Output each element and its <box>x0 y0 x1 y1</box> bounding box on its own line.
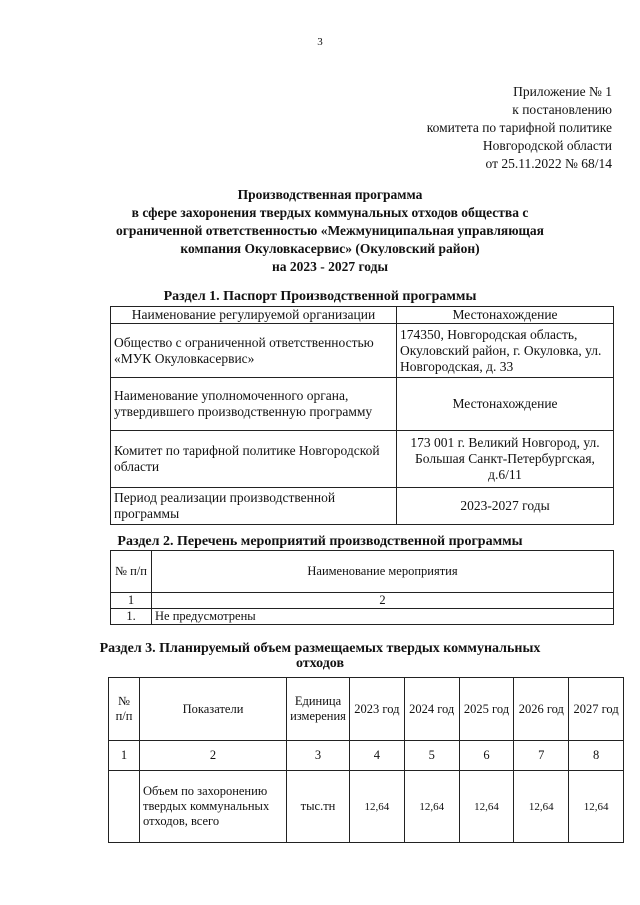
authority-name-cell: Комитет по тарифной политике Новгородской области <box>111 431 397 488</box>
page-number: 3 <box>317 36 323 48</box>
index-cell: 4 <box>350 741 405 771</box>
appendix-block <box>427 83 612 173</box>
document-title <box>60 186 600 276</box>
table-header-cell: Показатели <box>140 678 287 741</box>
value-cell-2025: 12,64 <box>459 771 514 843</box>
value-cell-2023: 12,64 <box>350 771 405 843</box>
index-cell: 8 <box>569 741 624 771</box>
volume-table <box>108 677 624 843</box>
table-header-cell: № п/п <box>109 678 140 741</box>
measures-table <box>110 550 614 625</box>
value-cell-2027: 12,64 <box>569 771 624 843</box>
heading-line: Раздел 3. Планируемый объем размещаемых твердых коммунальных <box>99 641 541 656</box>
title-line: на 2023 - 2027 годы <box>271 259 389 274</box>
value-cell-2026: 12,64 <box>514 771 569 843</box>
index-cell: 6 <box>459 741 514 771</box>
period-label-cell: Период реализации производственной программы <box>111 488 397 525</box>
row-number-cell: 1. <box>111 609 152 625</box>
title-line: в сфере захоронения твердых коммунальных отходов общества с <box>131 205 529 220</box>
section3-heading <box>0 641 640 671</box>
value-cell-2024: 12,64 <box>404 771 459 843</box>
appendix-line: от 25.11.2022 № 68/14 <box>485 156 612 171</box>
table-header-cell: 2026 год <box>514 678 569 741</box>
index-cell: 1 <box>109 741 140 771</box>
index-cell: 2 <box>140 741 287 771</box>
authority-location-label-cell: Местонахождение <box>397 378 614 431</box>
org-name-cell: Общество с ограниченной ответственностью «МУК Окуловкасервис» <box>111 324 397 378</box>
org-address-cell: 174350, Новгородская область, Окуловский район, г. Окуловка, ул. Новгородская, д. 33 <box>397 324 614 378</box>
table-header-cell: Единица измерения <box>287 678 350 741</box>
table-header-cell: Наименование регулируемой организации <box>111 307 397 324</box>
indicator-cell: Объем по захоронению твердых коммунальных отходов, всего <box>140 771 287 843</box>
heading-line: отходов <box>295 656 345 671</box>
title-line: компания Окуловкасервис» (Окуловский район) <box>180 241 480 256</box>
index-cell: 5 <box>404 741 459 771</box>
table-header-cell: 2024 год <box>404 678 459 741</box>
section1-heading: Раздел 1. Паспорт Производственной программы <box>163 289 477 304</box>
index-cell: 3 <box>287 741 350 771</box>
index-cell: 1 <box>111 593 152 609</box>
authority-address-cell: 173 001 г. Великий Новгород, ул. Большая Санкт-Петербургская, д.6/11 <box>397 431 614 488</box>
table-header-cell: 2027 год <box>569 678 624 741</box>
table-header-cell: 2025 год <box>459 678 514 741</box>
unit-cell: тыс.тн <box>287 771 350 843</box>
index-cell: 7 <box>514 741 569 771</box>
title-line: ограниченной ответственностью «Межмуниципальная управляющая <box>116 223 544 238</box>
appendix-line: комитета по тарифной политике <box>426 120 612 135</box>
index-cell: 2 <box>152 593 614 609</box>
authority-label-cell: Наименование уполномоченного органа, утвердившего производственную программу <box>111 378 397 431</box>
table-header-cell: Местонахождение <box>397 307 614 324</box>
period-value-cell: 2023-2027 годы <box>397 488 614 525</box>
row-number-cell <box>109 771 140 843</box>
table-header-cell: 2023 год <box>350 678 405 741</box>
section2-heading: Раздел 2. Перечень мероприятий производственной программы <box>117 534 523 549</box>
appendix-line: Приложение № 1 <box>513 84 612 99</box>
appendix-line: к постановлению <box>512 102 612 117</box>
measure-cell: Не предусмотрены <box>152 609 614 625</box>
passport-table <box>110 306 614 525</box>
appendix-line: Новгородской области <box>482 138 612 153</box>
table-header-cell: № п/п <box>111 551 152 593</box>
title-line: Производственная программа <box>237 187 423 202</box>
table-header-cell: Наименование мероприятия <box>152 551 614 593</box>
